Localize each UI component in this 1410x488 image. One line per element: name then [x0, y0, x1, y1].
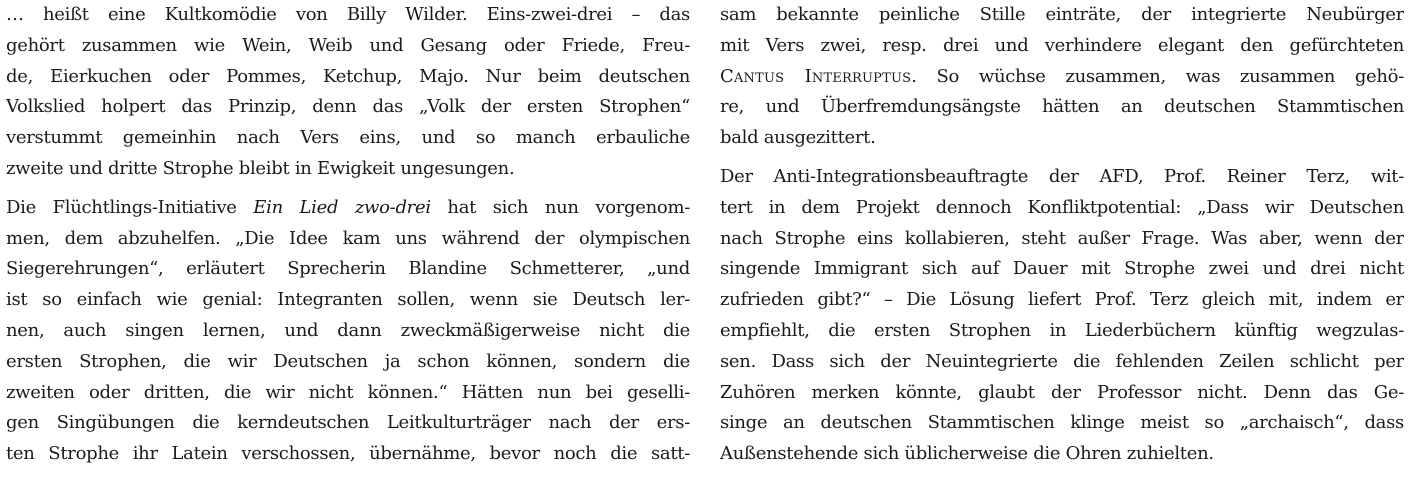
text-line: zufrieden gibt?“ – Die Lösung liefert Prof. Terz gleich mit, indem er	[720, 289, 1404, 311]
text-line: verstummt gemeinhin nach Vers eins, und so manch erbauliche	[6, 127, 690, 149]
text-line: empfiehlt, die ersten Strophen in Liederbüchern künftig wegzulas-	[720, 319, 1404, 341]
text-line: zweiten oder dritten, die wir nicht können.“ Hätten nun bei geselli-	[6, 381, 690, 403]
text-line: ist so einfach wie genial: Integranten sollen, wenn sie Deutsch ler-	[6, 289, 690, 311]
text-line: Volkslied holpert das Prinzip, denn das „Volk der ersten Strophen“	[6, 96, 690, 118]
text-line: men, dem abzuhelfen. „Die Idee kam uns während der olympischen	[6, 227, 690, 249]
text-line: de, Eierkuchen oder Pommes, Ketchup, Majo. Nur beim deutschen	[6, 65, 690, 87]
text-segment: . So wüchse zusammen, was zusammen gehö-	[911, 65, 1404, 87]
text-line: Außenstehende sich üblicherweise die Ohren zuhielten.	[720, 443, 1214, 465]
text-line: sam bekannte peinliche Stille einträte, der integrierte Neubürger	[720, 4, 1404, 25]
right-paragraph-2	[720, 162, 1404, 470]
text-line: singe an deutschen Stammtischen klinge meist so „archaisch“, dass	[720, 412, 1404, 434]
text-line: singende Immigrant sich auf Dauer mit Strophe zwei und drei nicht	[720, 258, 1404, 280]
left-paragraph-2	[6, 193, 690, 470]
initiative-title: Ein Lied zwo-drei	[253, 196, 431, 218]
text-line: zweite und dritte Strophe bleibt in Ewigkeit ungesungen.	[6, 157, 515, 179]
text-line: … heißt eine Kultkomödie von Billy Wilder. Eins-zwei-drei – das	[6, 4, 690, 25]
text-line: ten Strophe ihr Latein verschossen, übernähme, bevor noch die satt-	[6, 443, 690, 465]
text-line: Zuhören merken könnte, glaubt der Professor nicht. Denn das Ge-	[720, 381, 1404, 403]
text-segment: hat sich nun vorgenom-	[430, 196, 690, 218]
text-line: nach Strophe eins kollabieren, steht außer Frage. Was aber, wenn der	[720, 227, 1404, 249]
text-line: tert in dem Projekt dennoch Konfliktpotential: „Dass wir Deutschen	[720, 196, 1404, 218]
text-line: mit Vers zwei, resp. drei und verhindere elegant den gefürchteten	[720, 34, 1404, 56]
text-line: Der Anti-Integrationsbeauftragte der AFD, Prof. Reiner Terz, wit-	[720, 165, 1404, 187]
right-paragraph-1	[720, 0, 1404, 154]
left-paragraph-1	[6, 0, 690, 185]
text-line: gehört zusammen wie Wein, Weib und Gesang oder Friede, Freu-	[6, 34, 690, 56]
text-line: nen, auch singen lernen, und dann zweckmäßigerweise nicht die	[6, 319, 690, 341]
text-line: bald ausgezittert.	[720, 127, 876, 149]
text-line	[720, 62, 1404, 93]
left-column	[6, 0, 690, 470]
text-line: ersten Strophen, die wir Deutschen ja schon können, sondern die	[6, 350, 690, 372]
text-line: sen. Dass sich der Neuintegrierte die fehlenden Zeilen schlicht per	[720, 350, 1404, 372]
text-line: Siegerehrungen“, erläutert Sprecherin Blandine Schmetterer, „und	[6, 258, 690, 280]
text-line	[6, 193, 690, 224]
right-column	[720, 0, 1404, 470]
text-segment: Die Flüchtlings-Initiative	[6, 196, 254, 218]
text-line: gen Singübungen die kerndeutschen Leitkulturträger nach der ers-	[6, 412, 690, 434]
text-line: re, und Überfremdungsängste hätten an deutschen Stammtischen	[720, 96, 1404, 118]
cantus-interruptus-term: Cantus Interruptus	[720, 65, 912, 87]
